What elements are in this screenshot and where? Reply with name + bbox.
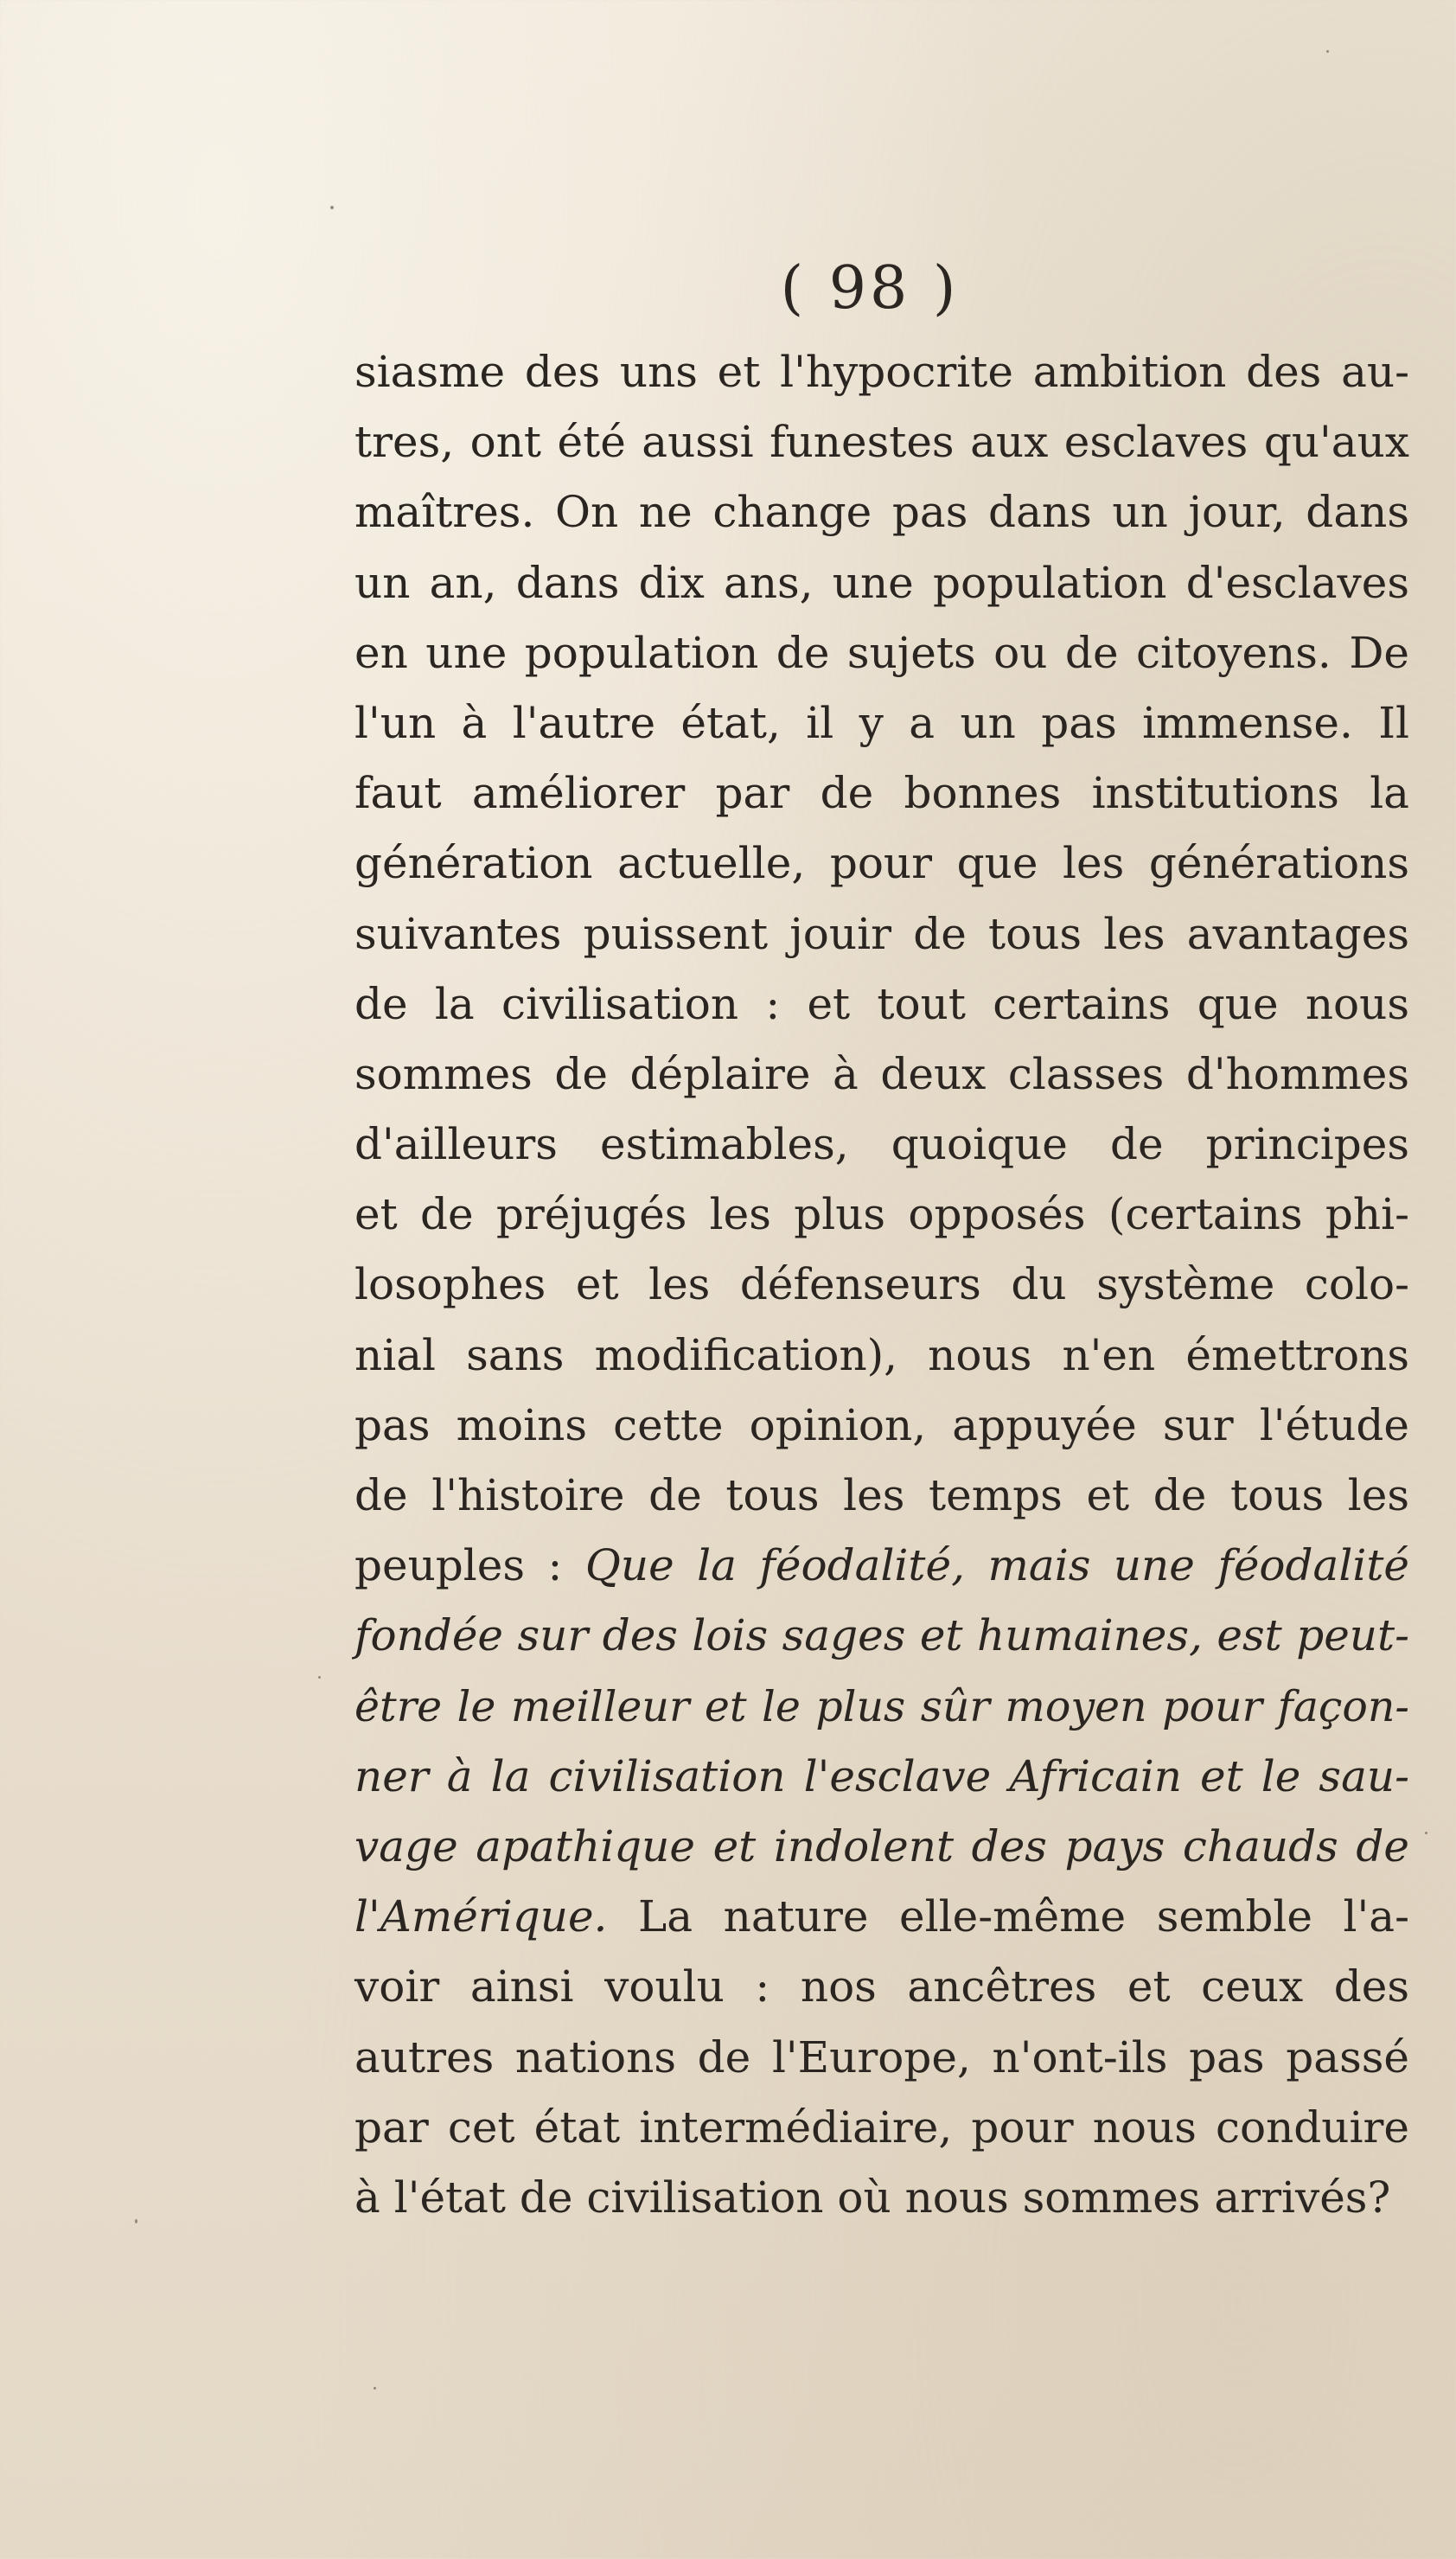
italic-text-segment: Que la féodalité, mais une féodalité xyxy=(584,1540,1410,1591)
paper-speck xyxy=(135,2219,137,2223)
italic-text-line: fondée sur des lois sages et humaines, est peut- xyxy=(354,1610,1409,1661)
paper-speck xyxy=(318,1676,321,1679)
italic-text-line: être le meilleur et le plus sûr moyen pour façon- xyxy=(354,1681,1409,1731)
text-line: autres nations de l'Europe, n'ont-ils pas passé xyxy=(354,2031,1409,2082)
italic-text-line: ner à la civilisation l'esclave Africain et le sau- xyxy=(354,1750,1409,1801)
text-line: suivantes puissent jouir de tous les avantages xyxy=(354,908,1409,959)
text-line: voir ainsi voulu : nos ancêtres et ceux des xyxy=(354,1961,1409,2012)
text-line: en une population de sujets ou de citoyens. De xyxy=(354,627,1409,678)
text-line: et de préjugés les plus opposés (certains phi- xyxy=(354,1189,1409,1240)
text-line: siasme des uns et l'hypocrite ambition des au- xyxy=(354,347,1409,397)
page-number: ( 98 ) xyxy=(780,254,960,323)
text-line: un an, dans dix ans, une population d'esclaves xyxy=(354,557,1409,608)
text-line: d'ailleurs estimables, quoique de principes xyxy=(354,1119,1409,1170)
italic-text-line: vage apathique et indolent des pays chauds de xyxy=(354,1820,1409,1871)
paper-speck xyxy=(374,2387,376,2389)
text-segment: La nature elle-même semble l'a- xyxy=(607,1891,1409,1942)
text-line: à l'état de civilisation où nous sommes arrivés? xyxy=(354,2172,1391,2223)
text-line: de l'histoire de tous les temps et de tous les xyxy=(354,1470,1409,1520)
text-line xyxy=(354,1531,1409,1601)
text-line: pas moins cette opinion, appuyée sur l'étude xyxy=(354,1399,1409,1450)
paper-speck xyxy=(1326,50,1329,53)
text-line: tres, ont été aussi funestes aux esclaves qu'aux xyxy=(354,417,1409,468)
text-line: génération actuelle, pour que les générations xyxy=(354,838,1409,889)
body-text xyxy=(354,337,1409,2233)
paper-speck xyxy=(330,206,334,209)
italic-text-segment: l'Amérique. xyxy=(354,1891,608,1942)
text-line: nial sans modification), nous n'en émettrons xyxy=(354,1329,1409,1380)
text-line: losophes et les défenseurs du système colo- xyxy=(354,1259,1409,1310)
text-line: maîtres. On ne change pas dans un jour, dans xyxy=(354,487,1409,538)
text-line xyxy=(354,1882,1409,1952)
text-line: l'un à l'autre état, il y a un pas immense. Il xyxy=(354,697,1409,748)
text-line: par cet état intermédiaire, pour nous conduire xyxy=(354,2102,1409,2153)
text-line: faut améliorer par de bonnes institutions la xyxy=(354,768,1409,819)
text-line: sommes de déplaire à deux classes d'hommes xyxy=(354,1048,1409,1099)
paper-speck xyxy=(1425,1832,1427,1834)
text-line: de la civilisation : et tout certains que nous xyxy=(354,978,1409,1029)
text-segment: peuples : xyxy=(354,1540,585,1591)
